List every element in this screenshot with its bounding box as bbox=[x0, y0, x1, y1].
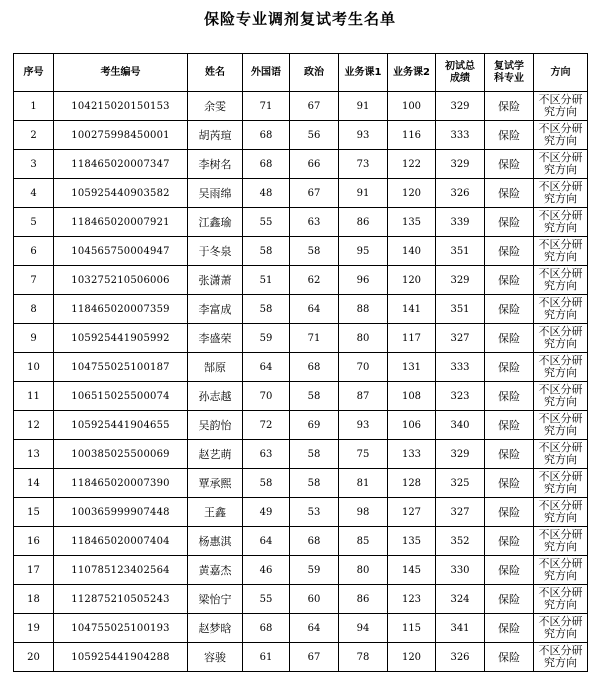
cell-name: 江鑫瑜 bbox=[188, 208, 243, 237]
cell-course2: 141 bbox=[388, 295, 436, 324]
cell-politics: 58 bbox=[290, 440, 339, 469]
cell-course2: 127 bbox=[388, 498, 436, 527]
cell-seq: 16 bbox=[14, 527, 54, 556]
cell-name: 赵梦晗 bbox=[188, 614, 243, 643]
cell-total: 325 bbox=[436, 469, 485, 498]
cell-name: 吴雨绵 bbox=[188, 179, 243, 208]
cell-code: 112875210505243 bbox=[54, 585, 188, 614]
table-row bbox=[14, 353, 588, 382]
cell-code: 105925441904655 bbox=[54, 411, 188, 440]
cell-major: 保险 bbox=[485, 411, 534, 440]
cell-course1: 87 bbox=[339, 382, 388, 411]
cell-course1: 85 bbox=[339, 527, 388, 556]
cell-name: 容骏 bbox=[188, 643, 243, 672]
cell-code: 103275210506006 bbox=[54, 266, 188, 295]
table-row bbox=[14, 498, 588, 527]
cell-code: 118465020007390 bbox=[54, 469, 188, 498]
cell-code: 105925441904288 bbox=[54, 643, 188, 672]
cell-seq: 9 bbox=[14, 324, 54, 353]
cell-foreign: 64 bbox=[243, 527, 290, 556]
cell-politics: 67 bbox=[290, 643, 339, 672]
header-course1: 业务课1 bbox=[339, 54, 388, 92]
cell-course1: 88 bbox=[339, 295, 388, 324]
table-row bbox=[14, 208, 588, 237]
cell-course2: 120 bbox=[388, 643, 436, 672]
table-row bbox=[14, 295, 588, 324]
cell-code: 110785123402564 bbox=[54, 556, 188, 585]
cell-foreign: 68 bbox=[243, 150, 290, 179]
cell-course1: 93 bbox=[339, 411, 388, 440]
cell-code: 105925441905992 bbox=[54, 324, 188, 353]
cell-course1: 75 bbox=[339, 440, 388, 469]
header-code: 考生编号 bbox=[54, 54, 188, 92]
header-seq: 序号 bbox=[14, 54, 54, 92]
cell-course2: 106 bbox=[388, 411, 436, 440]
cell-foreign: 49 bbox=[243, 498, 290, 527]
cell-code: 118465020007347 bbox=[54, 150, 188, 179]
cell-major: 保险 bbox=[485, 382, 534, 411]
table-row bbox=[14, 614, 588, 643]
cell-foreign: 46 bbox=[243, 556, 290, 585]
cell-major: 保险 bbox=[485, 556, 534, 585]
cell-seq: 4 bbox=[14, 179, 54, 208]
table-row bbox=[14, 585, 588, 614]
cell-direction: 不区分研究方向 bbox=[534, 614, 588, 643]
cell-foreign: 55 bbox=[243, 208, 290, 237]
table-body bbox=[14, 92, 588, 672]
cell-seq: 1 bbox=[14, 92, 54, 121]
cell-course1: 73 bbox=[339, 150, 388, 179]
cell-major: 保险 bbox=[485, 150, 534, 179]
cell-seq: 2 bbox=[14, 121, 54, 150]
cell-foreign: 63 bbox=[243, 440, 290, 469]
cell-name: 赵艺萌 bbox=[188, 440, 243, 469]
cell-course1: 93 bbox=[339, 121, 388, 150]
cell-direction: 不区分研究方向 bbox=[534, 382, 588, 411]
cell-total: 351 bbox=[436, 295, 485, 324]
cell-course2: 100 bbox=[388, 92, 436, 121]
header-major bbox=[485, 54, 534, 92]
cell-direction: 不区分研究方向 bbox=[534, 498, 588, 527]
cell-major: 保险 bbox=[485, 208, 534, 237]
cell-foreign: 58 bbox=[243, 295, 290, 324]
cell-politics: 66 bbox=[290, 150, 339, 179]
cell-course2: 140 bbox=[388, 237, 436, 266]
cell-major: 保险 bbox=[485, 324, 534, 353]
cell-code: 104755025100187 bbox=[54, 353, 188, 382]
cell-direction: 不区分研究方向 bbox=[534, 440, 588, 469]
cell-seq: 19 bbox=[14, 614, 54, 643]
cell-course2: 115 bbox=[388, 614, 436, 643]
cell-name: 于冬泉 bbox=[188, 237, 243, 266]
cell-major: 保险 bbox=[485, 498, 534, 527]
cell-course2: 117 bbox=[388, 324, 436, 353]
cell-code: 100365999907448 bbox=[54, 498, 188, 527]
cell-total: 339 bbox=[436, 208, 485, 237]
header-major-label: 复试学科专业 bbox=[494, 60, 524, 84]
cell-politics: 69 bbox=[290, 411, 339, 440]
cell-politics: 58 bbox=[290, 469, 339, 498]
header-foreign: 外国语 bbox=[243, 54, 290, 92]
cell-politics: 67 bbox=[290, 92, 339, 121]
cell-total: 327 bbox=[436, 498, 485, 527]
cell-seq: 17 bbox=[14, 556, 54, 585]
candidate-table bbox=[13, 53, 588, 672]
cell-code: 118465020007921 bbox=[54, 208, 188, 237]
cell-course1: 81 bbox=[339, 469, 388, 498]
cell-course2: 123 bbox=[388, 585, 436, 614]
cell-code: 104215020150153 bbox=[54, 92, 188, 121]
cell-seq: 10 bbox=[14, 353, 54, 382]
cell-total: 333 bbox=[436, 121, 485, 150]
cell-course2: 135 bbox=[388, 208, 436, 237]
cell-politics: 56 bbox=[290, 121, 339, 150]
cell-code: 100275998450001 bbox=[54, 121, 188, 150]
cell-major: 保险 bbox=[485, 295, 534, 324]
cell-course2: 131 bbox=[388, 353, 436, 382]
cell-name: 余雯 bbox=[188, 92, 243, 121]
cell-politics: 68 bbox=[290, 353, 339, 382]
table-row bbox=[14, 92, 588, 121]
cell-foreign: 64 bbox=[243, 353, 290, 382]
cell-code: 118465020007404 bbox=[54, 527, 188, 556]
cell-seq: 18 bbox=[14, 585, 54, 614]
cell-seq: 12 bbox=[14, 411, 54, 440]
cell-direction: 不区分研究方向 bbox=[534, 353, 588, 382]
cell-total: 333 bbox=[436, 353, 485, 382]
cell-code: 104755025100193 bbox=[54, 614, 188, 643]
cell-course2: 108 bbox=[388, 382, 436, 411]
cell-course2: 145 bbox=[388, 556, 436, 585]
cell-seq: 14 bbox=[14, 469, 54, 498]
cell-direction: 不区分研究方向 bbox=[534, 121, 588, 150]
header-politics: 政治 bbox=[290, 54, 339, 92]
cell-foreign: 48 bbox=[243, 179, 290, 208]
cell-name: 李富成 bbox=[188, 295, 243, 324]
cell-code: 100385025500069 bbox=[54, 440, 188, 469]
table-row bbox=[14, 179, 588, 208]
cell-direction: 不区分研究方向 bbox=[534, 643, 588, 672]
cell-major: 保险 bbox=[485, 643, 534, 672]
cell-direction: 不区分研究方向 bbox=[534, 150, 588, 179]
table-row bbox=[14, 527, 588, 556]
cell-major: 保险 bbox=[485, 440, 534, 469]
cell-foreign: 55 bbox=[243, 585, 290, 614]
cell-code: 104565750004947 bbox=[54, 237, 188, 266]
table-row bbox=[14, 411, 588, 440]
cell-course1: 95 bbox=[339, 237, 388, 266]
cell-course2: 120 bbox=[388, 179, 436, 208]
table-row bbox=[14, 556, 588, 585]
cell-major: 保险 bbox=[485, 266, 534, 295]
cell-foreign: 68 bbox=[243, 614, 290, 643]
cell-total: 327 bbox=[436, 324, 485, 353]
cell-seq: 7 bbox=[14, 266, 54, 295]
table-row bbox=[14, 440, 588, 469]
cell-course1: 86 bbox=[339, 585, 388, 614]
cell-major: 保险 bbox=[485, 469, 534, 498]
cell-major: 保险 bbox=[485, 527, 534, 556]
cell-name: 李盛荣 bbox=[188, 324, 243, 353]
cell-major: 保险 bbox=[485, 237, 534, 266]
table-row bbox=[14, 237, 588, 266]
cell-direction: 不区分研究方向 bbox=[534, 208, 588, 237]
table-row bbox=[14, 382, 588, 411]
cell-major: 保险 bbox=[485, 121, 534, 150]
cell-code: 105925440903582 bbox=[54, 179, 188, 208]
cell-foreign: 58 bbox=[243, 469, 290, 498]
cell-total: 341 bbox=[436, 614, 485, 643]
cell-foreign: 70 bbox=[243, 382, 290, 411]
table-row bbox=[14, 150, 588, 179]
header-direction: 方向 bbox=[534, 54, 588, 92]
cell-total: 329 bbox=[436, 266, 485, 295]
cell-total: 329 bbox=[436, 150, 485, 179]
cell-total: 326 bbox=[436, 643, 485, 672]
table-header-row bbox=[14, 54, 588, 92]
cell-seq: 13 bbox=[14, 440, 54, 469]
cell-politics: 58 bbox=[290, 382, 339, 411]
cell-name: 黄嘉杰 bbox=[188, 556, 243, 585]
table-row bbox=[14, 266, 588, 295]
cell-direction: 不区分研究方向 bbox=[534, 179, 588, 208]
cell-seq: 11 bbox=[14, 382, 54, 411]
header-total-label: 初试总成绩 bbox=[445, 60, 475, 84]
cell-total: 324 bbox=[436, 585, 485, 614]
cell-seq: 6 bbox=[14, 237, 54, 266]
cell-course1: 78 bbox=[339, 643, 388, 672]
cell-politics: 59 bbox=[290, 556, 339, 585]
cell-total: 329 bbox=[436, 92, 485, 121]
cell-name: 杨惠淇 bbox=[188, 527, 243, 556]
header-course2: 业务课2 bbox=[388, 54, 436, 92]
cell-direction: 不区分研究方向 bbox=[534, 92, 588, 121]
cell-direction: 不区分研究方向 bbox=[534, 556, 588, 585]
cell-total: 352 bbox=[436, 527, 485, 556]
cell-direction: 不区分研究方向 bbox=[534, 585, 588, 614]
cell-seq: 3 bbox=[14, 150, 54, 179]
cell-course1: 96 bbox=[339, 266, 388, 295]
cell-politics: 71 bbox=[290, 324, 339, 353]
cell-politics: 68 bbox=[290, 527, 339, 556]
cell-name: 张潇萧 bbox=[188, 266, 243, 295]
cell-direction: 不区分研究方向 bbox=[534, 237, 588, 266]
cell-course1: 86 bbox=[339, 208, 388, 237]
cell-course2: 133 bbox=[388, 440, 436, 469]
cell-course1: 80 bbox=[339, 324, 388, 353]
cell-course2: 120 bbox=[388, 266, 436, 295]
table-row bbox=[14, 469, 588, 498]
cell-direction: 不区分研究方向 bbox=[534, 527, 588, 556]
cell-name: 吴韵怡 bbox=[188, 411, 243, 440]
cell-foreign: 58 bbox=[243, 237, 290, 266]
cell-course1: 70 bbox=[339, 353, 388, 382]
cell-total: 329 bbox=[436, 440, 485, 469]
cell-code: 118465020007359 bbox=[54, 295, 188, 324]
page-title: 保险专业调剂复试考生名单 bbox=[203, 10, 396, 28]
cell-major: 保险 bbox=[485, 585, 534, 614]
cell-seq: 20 bbox=[14, 643, 54, 672]
cell-total: 340 bbox=[436, 411, 485, 440]
table-row bbox=[14, 121, 588, 150]
cell-seq: 5 bbox=[14, 208, 54, 237]
cell-total: 326 bbox=[436, 179, 485, 208]
cell-direction: 不区分研究方向 bbox=[534, 266, 588, 295]
cell-course1: 91 bbox=[339, 92, 388, 121]
cell-code: 106515025500074 bbox=[54, 382, 188, 411]
cell-politics: 53 bbox=[290, 498, 339, 527]
cell-politics: 64 bbox=[290, 614, 339, 643]
header-name: 姓名 bbox=[188, 54, 243, 92]
cell-name: 李树名 bbox=[188, 150, 243, 179]
cell-course1: 91 bbox=[339, 179, 388, 208]
cell-name: 王鑫 bbox=[188, 498, 243, 527]
cell-major: 保险 bbox=[485, 92, 534, 121]
table-row bbox=[14, 643, 588, 672]
cell-foreign: 72 bbox=[243, 411, 290, 440]
cell-course2: 116 bbox=[388, 121, 436, 150]
cell-seq: 15 bbox=[14, 498, 54, 527]
cell-course1: 80 bbox=[339, 556, 388, 585]
cell-total: 351 bbox=[436, 237, 485, 266]
cell-politics: 64 bbox=[290, 295, 339, 324]
table-row bbox=[14, 324, 588, 353]
cell-politics: 62 bbox=[290, 266, 339, 295]
cell-course2: 128 bbox=[388, 469, 436, 498]
cell-politics: 63 bbox=[290, 208, 339, 237]
cell-foreign: 59 bbox=[243, 324, 290, 353]
cell-direction: 不区分研究方向 bbox=[534, 295, 588, 324]
cell-major: 保险 bbox=[485, 353, 534, 382]
cell-name: 覃承熙 bbox=[188, 469, 243, 498]
cell-politics: 60 bbox=[290, 585, 339, 614]
cell-course1: 98 bbox=[339, 498, 388, 527]
cell-course2: 135 bbox=[388, 527, 436, 556]
cell-direction: 不区分研究方向 bbox=[534, 411, 588, 440]
cell-name: 胡芮瑄 bbox=[188, 121, 243, 150]
cell-name: 孙志越 bbox=[188, 382, 243, 411]
cell-name: 梁怡宁 bbox=[188, 585, 243, 614]
cell-course1: 94 bbox=[339, 614, 388, 643]
cell-foreign: 61 bbox=[243, 643, 290, 672]
cell-major: 保险 bbox=[485, 179, 534, 208]
cell-name: 郜原 bbox=[188, 353, 243, 382]
cell-course2: 122 bbox=[388, 150, 436, 179]
cell-foreign: 68 bbox=[243, 121, 290, 150]
cell-total: 323 bbox=[436, 382, 485, 411]
cell-direction: 不区分研究方向 bbox=[534, 469, 588, 498]
cell-seq: 8 bbox=[14, 295, 54, 324]
cell-politics: 58 bbox=[290, 237, 339, 266]
cell-foreign: 51 bbox=[243, 266, 290, 295]
cell-direction: 不区分研究方向 bbox=[534, 324, 588, 353]
cell-total: 330 bbox=[436, 556, 485, 585]
cell-politics: 67 bbox=[290, 179, 339, 208]
cell-major: 保险 bbox=[485, 614, 534, 643]
header-total bbox=[436, 54, 485, 92]
cell-foreign: 71 bbox=[243, 92, 290, 121]
